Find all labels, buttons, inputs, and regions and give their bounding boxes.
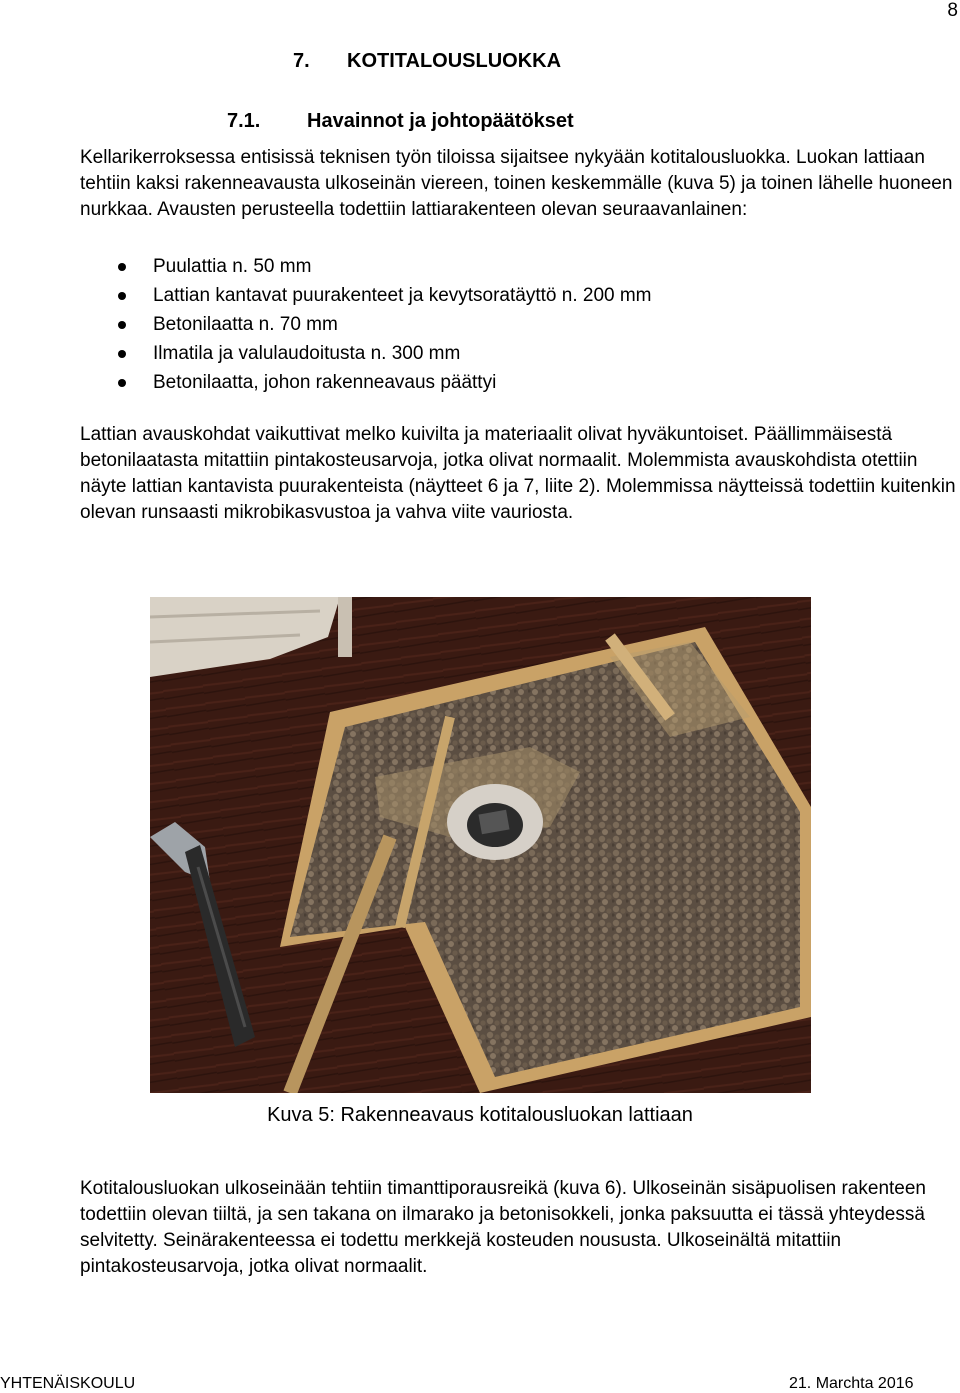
bullet-icon <box>118 350 126 358</box>
floor-structure-list <box>80 252 652 397</box>
list-item-text: Betonilaatta, johon rakenneavaus päättyi <box>153 372 497 393</box>
list-item-text: Lattian kantavat puurakenteet ja kevytsoratäyttö n. 200 mm <box>153 285 652 306</box>
list-item <box>80 281 652 310</box>
list-item-text: Betonilaatta n. 70 mm <box>153 314 338 335</box>
footer-date: 21. Marchta 2016 <box>789 1375 914 1392</box>
bullet-icon <box>118 379 126 387</box>
section-title: Havainnot ja johtopäätökset <box>307 110 574 132</box>
bullet-icon <box>118 321 126 329</box>
list-item <box>80 252 652 281</box>
section-heading <box>227 110 574 133</box>
wall-paragraph: Kotitalousluokan ulkoseinään tehtiin timanttiporausreikä (kuva 6). Ulkoseinän sisäpuolisen rakenteen todettiin olevan tiiltä, ja sen takana on ilmarako ja betonisokkeli, jonka paksuutta ei tässä yhteydessä selvitetty. Seinärakenteessa ei todettu merkkejä kosteuden noususta. Ulkoseinältä mitattiin pintakosteusarvoja, jotka olivat normaalit. <box>80 1178 926 1277</box>
list-item-text: Ilmatila ja valulaudoitusta n. 300 mm <box>153 343 461 364</box>
chapter-heading <box>293 50 561 73</box>
chapter-number: 7. <box>293 50 310 72</box>
floor-opening-photo <box>150 597 811 1093</box>
list-item <box>80 310 652 339</box>
bullet-icon <box>118 263 126 271</box>
section-number: 7.1. <box>227 110 261 132</box>
list-item <box>80 368 652 397</box>
bullet-icon <box>118 292 126 300</box>
page-number: 8 <box>947 0 958 21</box>
findings-paragraph: Lattian avauskohdat vaikuttivat melko kuivilta ja materiaalit olivat hyväkuntoiset. Päällimmäisestä betonilaatasta mitattiin pintakosteusarvoja, jotka olivat normaalit. Molemmista avauskohdista otettiin näyte lattian kantavista puurakenteista (näytteet 6 ja 7, liite 2). Molemmissa näytteissä todettiin kuitenkin olevan runsaasti mikrobikasvustoa ja vahva viite vauriosta. <box>80 424 956 523</box>
intro-paragraph: Kellarikerroksessa entisissä teknisen työn tiloissa sijaitsee nykyään kotitalousluokka. Luokan lattiaan tehtiin kaksi rakenneavausta ulkoseinän viereen, toinen keskemmälle (kuva 5) ja toinen lähelle huoneen nurkkaa. Avausten perusteella todettiin lattiarakenteen olevan seuraavanlainen: <box>80 147 953 220</box>
pipe <box>338 597 352 657</box>
figure-caption: Kuva 5: Rakenneavaus kotitalousluokan lattiaan <box>267 1104 693 1126</box>
list-item-text: Puulattia n. 50 mm <box>153 256 312 277</box>
footer-school-name: YHTENÄISKOULU <box>0 1375 136 1392</box>
chapter-title: KOTITALOUSLUOKKA <box>347 50 562 72</box>
list-item <box>80 339 652 368</box>
